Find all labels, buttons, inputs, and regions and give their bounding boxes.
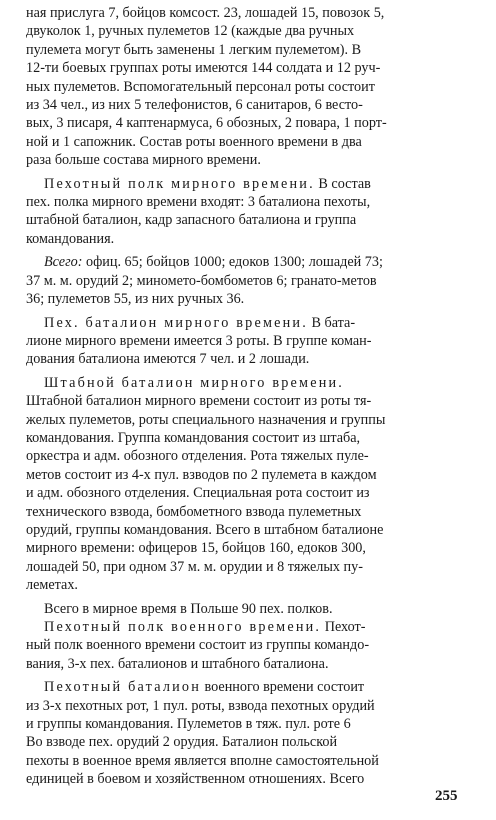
paragraph-staff-battalion [26, 374, 486, 595]
text-line [26, 618, 486, 636]
text-line: вания, 3-х пех. баталионов и штабного баталиона. [26, 655, 329, 672]
text-line [26, 175, 486, 193]
paragraph-wartime-battalion [26, 678, 486, 788]
text-line: командования. [26, 230, 115, 247]
text-line [26, 374, 486, 392]
text-line: вых, 3 писаря, 4 каптенармуса, 6 обозных, 2 повара, 1 порт- [26, 115, 387, 132]
text-line: ной и 1 сапожник. Состав роты военного времени в два [26, 133, 362, 150]
text-line [26, 253, 486, 271]
text-line: штабной баталион, кадр запасного баталиона и группа [26, 212, 357, 229]
text-line: метов состоит из 4-х пул. взводов по 2 пулемета в каждом [26, 466, 377, 483]
text-line: ных пулеметов. Вспомогательный персонал роты состоит [26, 78, 375, 95]
text-line: ный полк военного времени состоит из группы командо- [26, 637, 370, 654]
heading-continuation: В состав [314, 175, 371, 192]
text-line: леметах. [26, 577, 78, 594]
section-heading: Штабной баталион мирного времени. [44, 374, 345, 391]
text-line: из 3-х пехотных рот, 1 пул. роты, взвода пехотных орудий [26, 697, 375, 714]
text-line: пулемета могут быть заменены 1 легким пулеметом). В [26, 41, 362, 58]
heading-continuation: В бата- [307, 314, 356, 331]
section-heading: Пех. баталион мирного времени. [44, 314, 308, 331]
text-line: лошадей 50, при одном 37 м. м. орудии и 8 тяжелых пу- [26, 558, 363, 575]
paragraph-company-staff [26, 4, 486, 170]
text-line: ная прислуга 7, бойцов комсост. 23, лошадей 15, повозок 5, [26, 5, 385, 21]
paragraph-peacetime-regiment [26, 175, 486, 249]
text-line: и группы командования. Пулеметов в тяж. пул. роте 6 [26, 716, 351, 733]
paragraph-wartime-regiment [26, 618, 486, 673]
text-line: мирного времени: офицеров 15, бойцов 160, едоков 300, [26, 540, 366, 557]
text-line: технического взвода, бомбометного взвода пулеметных [26, 503, 362, 520]
text-line: Штабной баталион мирного времени состоит из роты тя- [26, 393, 372, 410]
text-line: оркестра и адм. обозного отделения. Рота тяжелых пуле- [26, 448, 369, 465]
text-line: Всего в мирное время в Польше 90 пех. полков. [44, 600, 333, 617]
text-line: раза больше состава мирного времени. [26, 152, 261, 169]
text-line: 12-ти боевых группах роты имеются 144 солдата и 12 руч- [26, 60, 381, 77]
paragraph-total-regiments [26, 600, 486, 618]
text-line [26, 314, 486, 332]
text-line: 37 м. м. орудий 2; миномето-бомбометов 6; гранато-метов [26, 272, 377, 289]
section-heading: Пехотный полк военного времени. [44, 619, 322, 635]
total-label: Всего: [44, 254, 83, 271]
page-number: 255 [435, 788, 458, 804]
text-line [26, 678, 486, 696]
text-line: и адм. обозного отделения. Специальная рота состоит из [26, 485, 370, 502]
heading-continuation: Пехот- [321, 619, 366, 635]
paragraph-peacetime-battalion [26, 314, 486, 369]
text-line: пехоты в военное время является вполне самостоятельной [26, 752, 379, 769]
text-line: пех. полка мирного времени входят: 3 баталиона пехоты, [26, 194, 371, 211]
paragraph-total-peacetime [26, 253, 486, 308]
text-line: дования баталиона имеются 7 чел. и 2 лошади. [26, 351, 310, 368]
section-heading: Пехотный баталион [44, 679, 201, 696]
heading-continuation: офиц. 65; бойцов 1000; едоков 1300; лошадей 73; [82, 254, 383, 271]
text-line: орудий, группы командования. Всего в штабном баталионе [26, 521, 384, 538]
text-line: двуколок 1, ручных пулеметов 12 (каждые два ручных [26, 23, 355, 40]
text-line: единицей в боевом и хозяйственном отношениях. Всего [26, 771, 365, 788]
text-line: из 34 чел., из них 5 телефонистов, 6 санитаров, 6 весто- [26, 97, 363, 114]
text-line: командования. Группа командования состоит из штаба, [26, 429, 361, 446]
text-line: Во взводе пех. орудий 2 орудия. Баталион польской [26, 734, 338, 751]
text-line: лионе мирного времени имеется 3 роты. В группе коман- [26, 332, 372, 349]
heading-continuation: военного времени состоит [200, 679, 365, 696]
section-heading: Пехотный полк мирного времени. [44, 175, 315, 192]
text-line: 36; пулеметов 55, из них ручных 36. [26, 291, 245, 308]
text-line: желых пулеметов, роты специального назначения и группы [26, 411, 386, 428]
